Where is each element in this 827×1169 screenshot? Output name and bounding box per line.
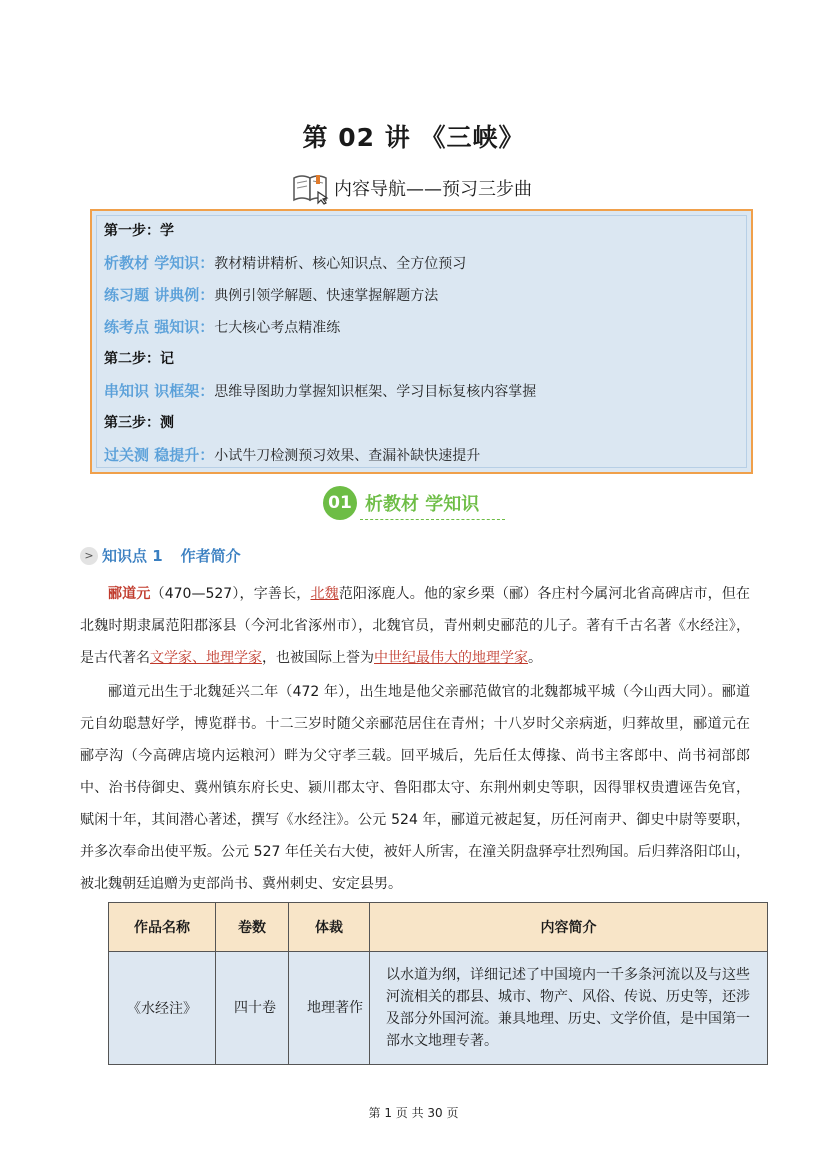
- step-item-3: 练考点 强知识：七大核心考点精准练: [104, 318, 341, 336]
- cell-work-name: 《水经注》: [109, 952, 216, 1065]
- section-number: 01: [323, 486, 357, 520]
- nav-heading: [290, 170, 532, 206]
- header-volumes: 卷数: [216, 903, 289, 952]
- author-intro-paragraph: 郦道元（470—527），字善长，北魏范阳涿鹿人。他的家乡栗（郦）各庄村今属河北省高碑店市，但在北魏时期隶属范阳郡涿县（今河北省涿州市），北魏官员，青州刺史郦范的儿子。著有千古名著《水经注》，是古代著名文学家、地理学家，也被国际上誉为中世纪最伟大的地理学家。: [80, 586, 751, 666]
- section-badge: [323, 486, 479, 520]
- step-1-heading: 第一步：学: [104, 223, 174, 239]
- title-highlight-2: 中世纪最伟大的地理学家: [374, 650, 528, 666]
- section-underline: [360, 519, 505, 520]
- step-item-5: 过关测 稳提升：小试牛刀检测预习效果、查漏补缺快速提升: [104, 446, 481, 464]
- header-intro: 内容简介: [370, 903, 768, 952]
- table-row: [109, 952, 768, 1065]
- works-table: [108, 902, 768, 1065]
- knowledge-point-heading: [80, 545, 241, 566]
- author-bio-paragraph: 郦道元出生于北魏延兴二年（472 年），出生地是他父亲郦范做官的北魏都城平城（今山西大同）。郦道元自幼聪慧好学，博览群书。十二三岁时随父亲郦范居住在青州；十八岁时父亲病逝，归葬故里，郦道元在郦亭沟（今高碑店境内运粮河）畔为父守孝三载。回平城后，先后任太傅掾、尚书主客郎中、尚书祠部郎中、治书侍御史、冀州镇东府长史、颍川郡太守、鲁阳郡太守、东荆州刺史等职，因得罪权贵遭诬告免官，赋闲十年，其间潜心著述，撰写《水经注》。公元 524 年，郦道元被起复，历任河南尹、御史中尉等要职，并多次奉命出使平叛。公元 527 年任关右大使，被奸人所害，在潼关阴盘驿亭壮烈殉国。后归葬洛阳邙山，被北魏朝廷追赠为吏部尚书、冀州刺史、安定县男。: [80, 684, 750, 892]
- header-genre: 体裁: [289, 903, 370, 952]
- chevron-right-icon: >: [80, 547, 98, 565]
- dynasty-link: 北魏: [310, 586, 339, 602]
- cell-genre: 地理著作: [289, 952, 370, 1065]
- nav-heading-text: 内容导航——预习三步曲: [334, 179, 532, 200]
- cell-intro: 以水道为纲，详细记述了中国境内一千多条河流以及与这些河流相关的郡县、城市、物产、风俗、传说、历史等，还涉及部分外国河流。兼具地理、历史、文学价值，是中国第一部水文地理专著。: [370, 952, 768, 1065]
- page-title: 第 02 讲 《三峡》: [302, 123, 525, 152]
- knowledge-point-title: 作者简介: [180, 547, 241, 565]
- steps-box: [90, 209, 753, 474]
- step-2-heading: 第二步：记: [104, 351, 174, 367]
- step-item-4: 串知识 识框架：思维导图助力掌握知识框架、学习目标复核内容掌握: [104, 382, 537, 400]
- step-item-1: 析教材 学知识：教材精讲精析、核心知识点、全方位预习: [104, 254, 467, 272]
- title-highlight-1: 文学家、地理学家: [150, 650, 262, 666]
- page-footer: 第 1 页 共 30 页: [368, 1106, 459, 1120]
- header-work-name: 作品名称: [109, 903, 216, 952]
- author-name: 郦道元: [108, 586, 151, 602]
- table-header-row: [109, 903, 768, 952]
- step-3-heading: 第三步：测: [104, 415, 174, 431]
- cell-volumes: 四十卷: [216, 952, 289, 1065]
- knowledge-point-label: 知识点 1: [102, 547, 163, 565]
- section-label: 析教材 学知识: [365, 494, 480, 515]
- step-item-2: 练习题 讲典例：典例引领学解题、快速掌握解题方法: [104, 286, 439, 304]
- book-icon: [290, 170, 332, 206]
